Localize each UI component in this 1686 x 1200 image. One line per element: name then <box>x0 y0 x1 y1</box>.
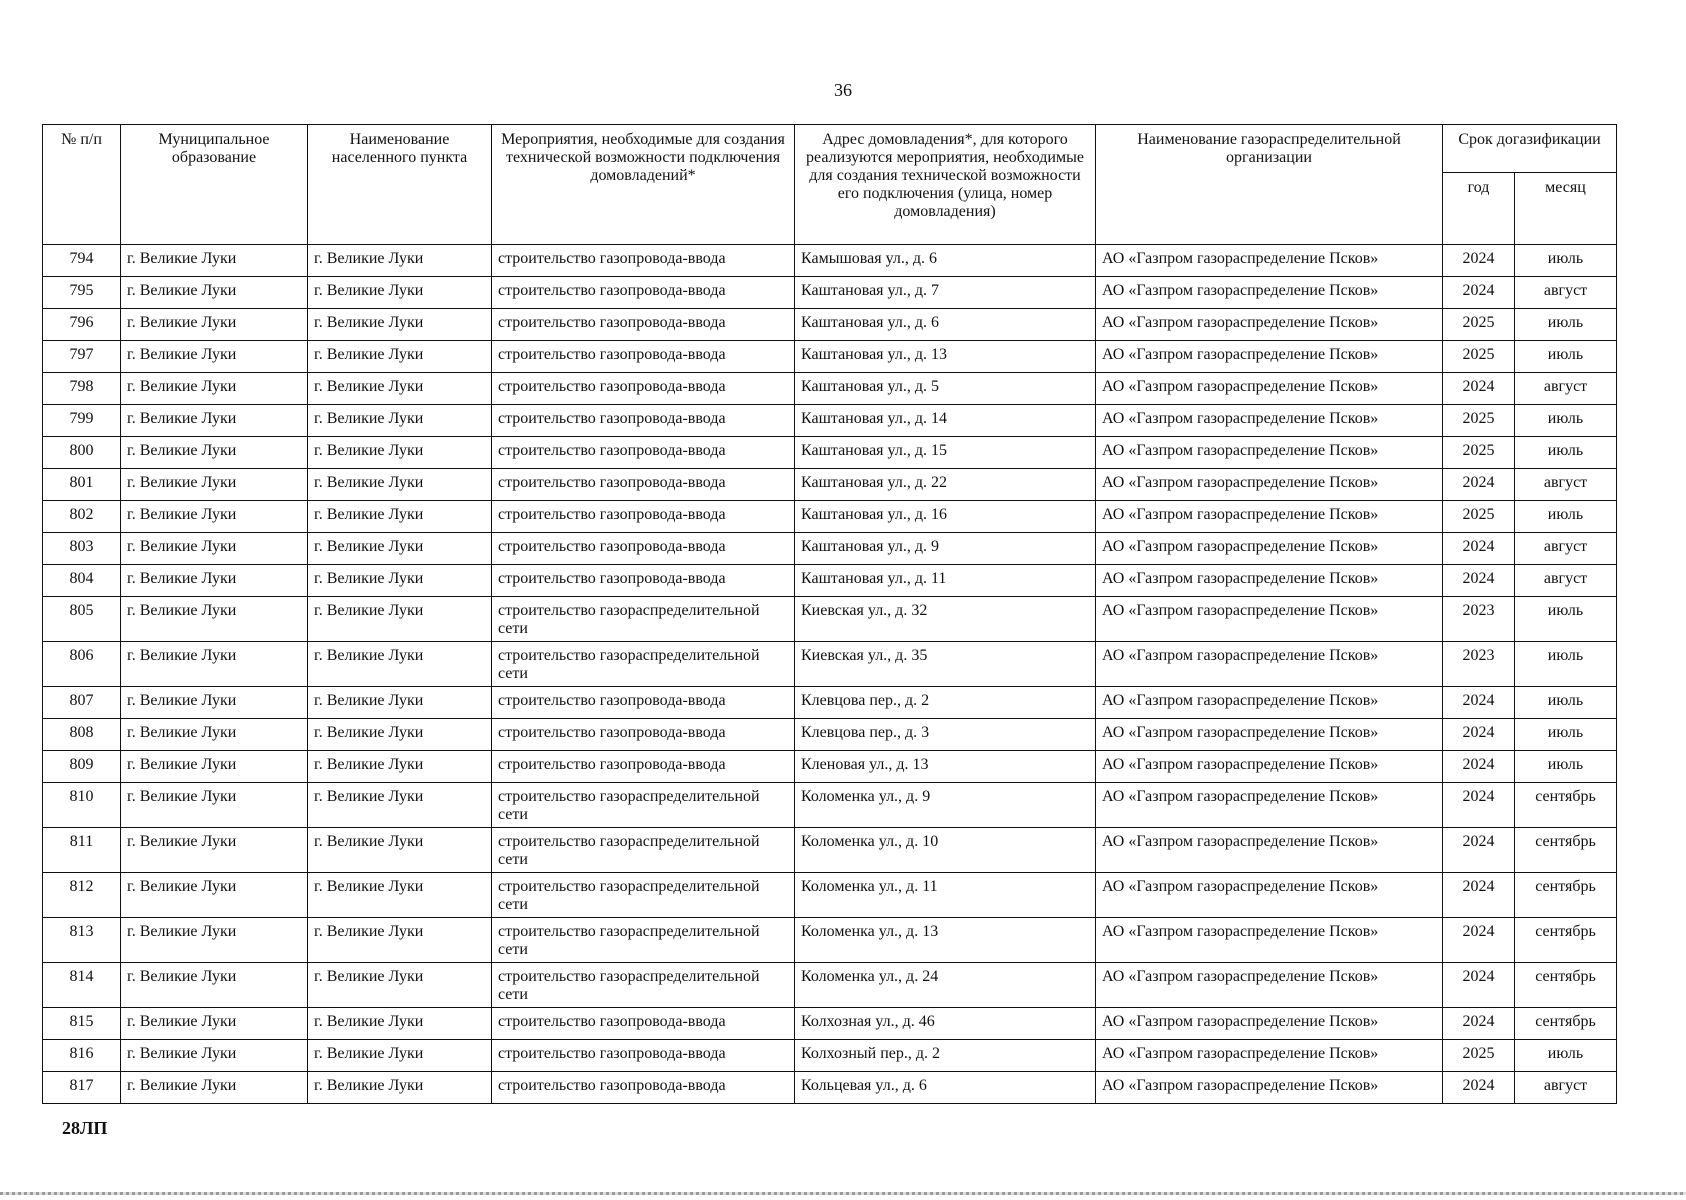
cell-measure: строительство газопровода-ввода <box>492 565 795 597</box>
cell-address: Каштановая ул., д. 22 <box>795 469 1096 501</box>
cell-month: июль <box>1515 597 1617 642</box>
table-row <box>43 501 1617 533</box>
cell-org: АО «Газпром газораспределение Псков» <box>1096 1008 1443 1040</box>
cell-year: 2024 <box>1443 565 1515 597</box>
table-row <box>43 642 1617 687</box>
cell-address: Камышовая ул., д. 6 <box>795 245 1096 277</box>
cell-org: АО «Газпром газораспределение Псков» <box>1096 873 1443 918</box>
cell-num: 794 <box>43 245 121 277</box>
cell-num: 814 <box>43 963 121 1008</box>
cell-municipality: г. Великие Луки <box>121 873 308 918</box>
cell-settlement: г. Великие Луки <box>308 341 492 373</box>
cell-month: август <box>1515 1072 1617 1104</box>
cell-month: сентябрь <box>1515 918 1617 963</box>
cell-org: АО «Газпром газораспределение Псков» <box>1096 533 1443 565</box>
cell-year: 2025 <box>1443 1040 1515 1072</box>
cell-month: июль <box>1515 437 1617 469</box>
cell-measure: строительство газопровода-ввода <box>492 341 795 373</box>
cell-month: сентябрь <box>1515 783 1617 828</box>
cell-settlement: г. Великие Луки <box>308 687 492 719</box>
cell-measure: строительство газораспределительной сети <box>492 873 795 918</box>
cell-num: 813 <box>43 918 121 963</box>
cell-month: сентябрь <box>1515 1008 1617 1040</box>
cell-measure: строительство газопровода-ввода <box>492 719 795 751</box>
cell-month: июль <box>1515 719 1617 751</box>
cell-address: Кленовая ул., д. 13 <box>795 751 1096 783</box>
cell-month: август <box>1515 277 1617 309</box>
cell-municipality: г. Великие Луки <box>121 918 308 963</box>
cell-address: Клевцова пер., д. 3 <box>795 719 1096 751</box>
cell-num: 810 <box>43 783 121 828</box>
cell-month: сентябрь <box>1515 828 1617 873</box>
cell-address: Колхозный пер., д. 2 <box>795 1040 1096 1072</box>
table-row <box>43 873 1617 918</box>
cell-month: июль <box>1515 751 1617 783</box>
cell-measure: строительство газопровода-ввода <box>492 405 795 437</box>
cell-settlement: г. Великие Луки <box>308 828 492 873</box>
cell-municipality: г. Великие Луки <box>121 309 308 341</box>
cell-settlement: г. Великие Луки <box>308 719 492 751</box>
cell-year: 2024 <box>1443 918 1515 963</box>
table-row <box>43 373 1617 405</box>
cell-measure: строительство газопровода-ввода <box>492 373 795 405</box>
cell-num: 807 <box>43 687 121 719</box>
cell-measure: строительство газопровода-ввода <box>492 687 795 719</box>
header-address: Адрес домовладения*, для которого реализуются мероприятия, необходимые для создания технической возможности его подключения (улица, номер домовладения) <box>795 125 1096 245</box>
cell-address: Каштановая ул., д. 15 <box>795 437 1096 469</box>
table-row <box>43 918 1617 963</box>
cell-year: 2025 <box>1443 341 1515 373</box>
table-row <box>43 783 1617 828</box>
cell-num: 806 <box>43 642 121 687</box>
header-municipality: Муниципальное образование <box>121 125 308 245</box>
cell-settlement: г. Великие Луки <box>308 501 492 533</box>
table-row <box>43 597 1617 642</box>
scan-edge-line <box>0 1192 1686 1195</box>
cell-measure: строительство газораспределительной сети <box>492 918 795 963</box>
cell-year: 2024 <box>1443 873 1515 918</box>
cell-measure: строительство газопровода-ввода <box>492 309 795 341</box>
table-row <box>43 437 1617 469</box>
cell-municipality: г. Великие Луки <box>121 719 308 751</box>
cell-settlement: г. Великие Луки <box>308 533 492 565</box>
cell-address: Каштановая ул., д. 5 <box>795 373 1096 405</box>
cell-settlement: г. Великие Луки <box>308 469 492 501</box>
cell-measure: строительство газопровода-ввода <box>492 437 795 469</box>
cell-municipality: г. Великие Луки <box>121 1040 308 1072</box>
cell-address: Каштановая ул., д. 16 <box>795 501 1096 533</box>
cell-num: 803 <box>43 533 121 565</box>
footer-code: 28ЛП <box>62 1118 108 1138</box>
cell-municipality: г. Великие Луки <box>121 501 308 533</box>
table-row <box>43 309 1617 341</box>
cell-settlement: г. Великие Луки <box>308 437 492 469</box>
table-header <box>43 125 1617 245</box>
cell-settlement: г. Великие Луки <box>308 309 492 341</box>
cell-municipality: г. Великие Луки <box>121 963 308 1008</box>
cell-measure: строительство газораспределительной сети <box>492 783 795 828</box>
cell-num: 804 <box>43 565 121 597</box>
cell-month: июль <box>1515 687 1617 719</box>
cell-measure: строительство газораспределительной сети <box>492 963 795 1008</box>
cell-year: 2024 <box>1443 719 1515 751</box>
cell-year: 2024 <box>1443 687 1515 719</box>
table-row <box>43 751 1617 783</box>
cell-year: 2024 <box>1443 1072 1515 1104</box>
cell-address: Каштановая ул., д. 9 <box>795 533 1096 565</box>
cell-measure: строительство газопровода-ввода <box>492 277 795 309</box>
cell-measure: строительство газопровода-ввода <box>492 469 795 501</box>
table-row <box>43 341 1617 373</box>
cell-month: июль <box>1515 405 1617 437</box>
cell-num: 797 <box>43 341 121 373</box>
cell-settlement: г. Великие Луки <box>308 873 492 918</box>
cell-org: АО «Газпром газораспределение Псков» <box>1096 687 1443 719</box>
cell-year: 2024 <box>1443 963 1515 1008</box>
cell-municipality: г. Великие Луки <box>121 277 308 309</box>
cell-year: 2024 <box>1443 1008 1515 1040</box>
cell-measure: строительство газораспределительной сети <box>492 642 795 687</box>
cell-municipality: г. Великие Луки <box>121 565 308 597</box>
cell-settlement: г. Великие Луки <box>308 1040 492 1072</box>
header-org: Наименование газораспределительной организации <box>1096 125 1443 245</box>
cell-num: 795 <box>43 277 121 309</box>
cell-org: АО «Газпром газораспределение Псков» <box>1096 341 1443 373</box>
cell-org: АО «Газпром газораспределение Псков» <box>1096 373 1443 405</box>
header-deadline: Срок догазификации <box>1443 125 1617 173</box>
cell-municipality: г. Великие Луки <box>121 373 308 405</box>
cell-year: 2024 <box>1443 277 1515 309</box>
table-body <box>43 245 1617 1104</box>
gasification-table <box>42 124 1617 1104</box>
cell-month: июль <box>1515 309 1617 341</box>
cell-year: 2023 <box>1443 642 1515 687</box>
cell-address: Коломенка ул., д. 24 <box>795 963 1096 1008</box>
cell-address: Колхозная ул., д. 46 <box>795 1008 1096 1040</box>
cell-measure: строительство газопровода-ввода <box>492 1040 795 1072</box>
cell-measure: строительство газораспределительной сети <box>492 597 795 642</box>
cell-org: АО «Газпром газораспределение Псков» <box>1096 828 1443 873</box>
cell-month: август <box>1515 533 1617 565</box>
cell-month: июль <box>1515 341 1617 373</box>
cell-month: август <box>1515 469 1617 501</box>
cell-settlement: г. Великие Луки <box>308 1008 492 1040</box>
table-row <box>43 963 1617 1008</box>
cell-municipality: г. Великие Луки <box>121 828 308 873</box>
table-row <box>43 277 1617 309</box>
cell-month: август <box>1515 373 1617 405</box>
cell-settlement: г. Великие Луки <box>308 277 492 309</box>
cell-year: 2024 <box>1443 245 1515 277</box>
table-row <box>43 719 1617 751</box>
cell-address: Каштановая ул., д. 14 <box>795 405 1096 437</box>
cell-municipality: г. Великие Луки <box>121 533 308 565</box>
cell-org: АО «Газпром газораспределение Псков» <box>1096 437 1443 469</box>
table-row <box>43 828 1617 873</box>
cell-year: 2025 <box>1443 501 1515 533</box>
cell-address: Коломенка ул., д. 13 <box>795 918 1096 963</box>
table-row <box>43 245 1617 277</box>
cell-year: 2024 <box>1443 751 1515 783</box>
cell-measure: строительство газопровода-ввода <box>492 1008 795 1040</box>
cell-address: Каштановая ул., д. 11 <box>795 565 1096 597</box>
cell-municipality: г. Великие Луки <box>121 751 308 783</box>
cell-address: Киевская ул., д. 32 <box>795 597 1096 642</box>
cell-address: Каштановая ул., д. 7 <box>795 277 1096 309</box>
cell-municipality: г. Великие Луки <box>121 642 308 687</box>
table-row <box>43 469 1617 501</box>
cell-settlement: г. Великие Луки <box>308 918 492 963</box>
cell-org: АО «Газпром газораспределение Псков» <box>1096 1040 1443 1072</box>
header-measures: Мероприятия, необходимые для создания технической возможности подключения домовладений* <box>492 125 795 245</box>
cell-municipality: г. Великие Луки <box>121 341 308 373</box>
cell-num: 800 <box>43 437 121 469</box>
cell-municipality: г. Великие Луки <box>121 405 308 437</box>
cell-org: АО «Газпром газораспределение Псков» <box>1096 277 1443 309</box>
cell-settlement: г. Великие Луки <box>308 1072 492 1104</box>
cell-num: 796 <box>43 309 121 341</box>
table-row <box>43 565 1617 597</box>
cell-settlement: г. Великие Луки <box>308 783 492 828</box>
cell-org: АО «Газпром газораспределение Псков» <box>1096 963 1443 1008</box>
cell-org: АО «Газпром газораспределение Псков» <box>1096 405 1443 437</box>
cell-month: июль <box>1515 245 1617 277</box>
cell-measure: строительство газопровода-ввода <box>492 245 795 277</box>
cell-year: 2025 <box>1443 405 1515 437</box>
cell-year: 2024 <box>1443 828 1515 873</box>
cell-measure: строительство газопровода-ввода <box>492 1072 795 1104</box>
header-num: № п/п <box>43 125 121 245</box>
cell-num: 809 <box>43 751 121 783</box>
cell-address: Коломенка ул., д. 10 <box>795 828 1096 873</box>
cell-address: Каштановая ул., д. 6 <box>795 309 1096 341</box>
cell-settlement: г. Великие Луки <box>308 373 492 405</box>
cell-org: АО «Газпром газораспределение Псков» <box>1096 918 1443 963</box>
cell-settlement: г. Великие Луки <box>308 597 492 642</box>
cell-org: АО «Газпром газораспределение Псков» <box>1096 719 1443 751</box>
cell-num: 811 <box>43 828 121 873</box>
cell-month: сентябрь <box>1515 873 1617 918</box>
cell-address: Кольцевая ул., д. 6 <box>795 1072 1096 1104</box>
cell-org: АО «Газпром газораспределение Псков» <box>1096 783 1443 828</box>
cell-year: 2024 <box>1443 469 1515 501</box>
cell-num: 808 <box>43 719 121 751</box>
cell-settlement: г. Великие Луки <box>308 565 492 597</box>
cell-month: июль <box>1515 1040 1617 1072</box>
cell-municipality: г. Великие Луки <box>121 1072 308 1104</box>
cell-month: сентябрь <box>1515 963 1617 1008</box>
cell-org: АО «Газпром газораспределение Псков» <box>1096 1072 1443 1104</box>
cell-org: АО «Газпром газораспределение Псков» <box>1096 309 1443 341</box>
cell-settlement: г. Великие Луки <box>308 751 492 783</box>
cell-org: АО «Газпром газораспределение Псков» <box>1096 597 1443 642</box>
cell-num: 802 <box>43 501 121 533</box>
cell-municipality: г. Великие Луки <box>121 783 308 828</box>
cell-municipality: г. Великие Луки <box>121 437 308 469</box>
cell-num: 817 <box>43 1072 121 1104</box>
cell-org: АО «Газпром газораспределение Псков» <box>1096 642 1443 687</box>
cell-year: 2024 <box>1443 783 1515 828</box>
cell-municipality: г. Великие Луки <box>121 597 308 642</box>
cell-measure: строительство газопровода-ввода <box>492 533 795 565</box>
table-row <box>43 405 1617 437</box>
header-settlement: Наименование населенного пункта <box>308 125 492 245</box>
cell-num: 805 <box>43 597 121 642</box>
cell-municipality: г. Великие Луки <box>121 245 308 277</box>
cell-settlement: г. Великие Луки <box>308 245 492 277</box>
cell-address: Коломенка ул., д. 9 <box>795 783 1096 828</box>
cell-month: июль <box>1515 642 1617 687</box>
cell-org: АО «Газпром газораспределение Псков» <box>1096 565 1443 597</box>
cell-num: 815 <box>43 1008 121 1040</box>
page-number: 36 <box>834 80 852 100</box>
cell-year: 2024 <box>1443 373 1515 405</box>
header-month: месяц <box>1515 173 1617 245</box>
cell-municipality: г. Великие Луки <box>121 469 308 501</box>
cell-settlement: г. Великие Луки <box>308 405 492 437</box>
cell-address: Каштановая ул., д. 13 <box>795 341 1096 373</box>
cell-municipality: г. Великие Луки <box>121 1008 308 1040</box>
cell-month: июль <box>1515 501 1617 533</box>
cell-year: 2025 <box>1443 309 1515 341</box>
cell-year: 2024 <box>1443 533 1515 565</box>
cell-org: АО «Газпром газораспределение Псков» <box>1096 469 1443 501</box>
cell-measure: строительство газопровода-ввода <box>492 501 795 533</box>
cell-num: 799 <box>43 405 121 437</box>
cell-year: 2025 <box>1443 437 1515 469</box>
cell-address: Киевская ул., д. 35 <box>795 642 1096 687</box>
cell-month: август <box>1515 565 1617 597</box>
table-row <box>43 687 1617 719</box>
cell-settlement: г. Великие Луки <box>308 642 492 687</box>
cell-measure: строительство газораспределительной сети <box>492 828 795 873</box>
gasification-table-wrap <box>42 124 1616 1104</box>
cell-org: АО «Газпром газораспределение Псков» <box>1096 245 1443 277</box>
table-row <box>43 1040 1617 1072</box>
cell-org: АО «Газпром газораспределение Псков» <box>1096 751 1443 783</box>
table-row <box>43 1072 1617 1104</box>
table-row <box>43 533 1617 565</box>
cell-settlement: г. Великие Луки <box>308 963 492 1008</box>
cell-num: 801 <box>43 469 121 501</box>
cell-num: 816 <box>43 1040 121 1072</box>
cell-num: 812 <box>43 873 121 918</box>
cell-address: Коломенка ул., д. 11 <box>795 873 1096 918</box>
cell-num: 798 <box>43 373 121 405</box>
cell-address: Клевцова пер., д. 2 <box>795 687 1096 719</box>
cell-year: 2023 <box>1443 597 1515 642</box>
cell-municipality: г. Великие Луки <box>121 687 308 719</box>
cell-measure: строительство газопровода-ввода <box>492 751 795 783</box>
cell-org: АО «Газпром газораспределение Псков» <box>1096 501 1443 533</box>
table-row <box>43 1008 1617 1040</box>
header-year: год <box>1443 173 1515 245</box>
